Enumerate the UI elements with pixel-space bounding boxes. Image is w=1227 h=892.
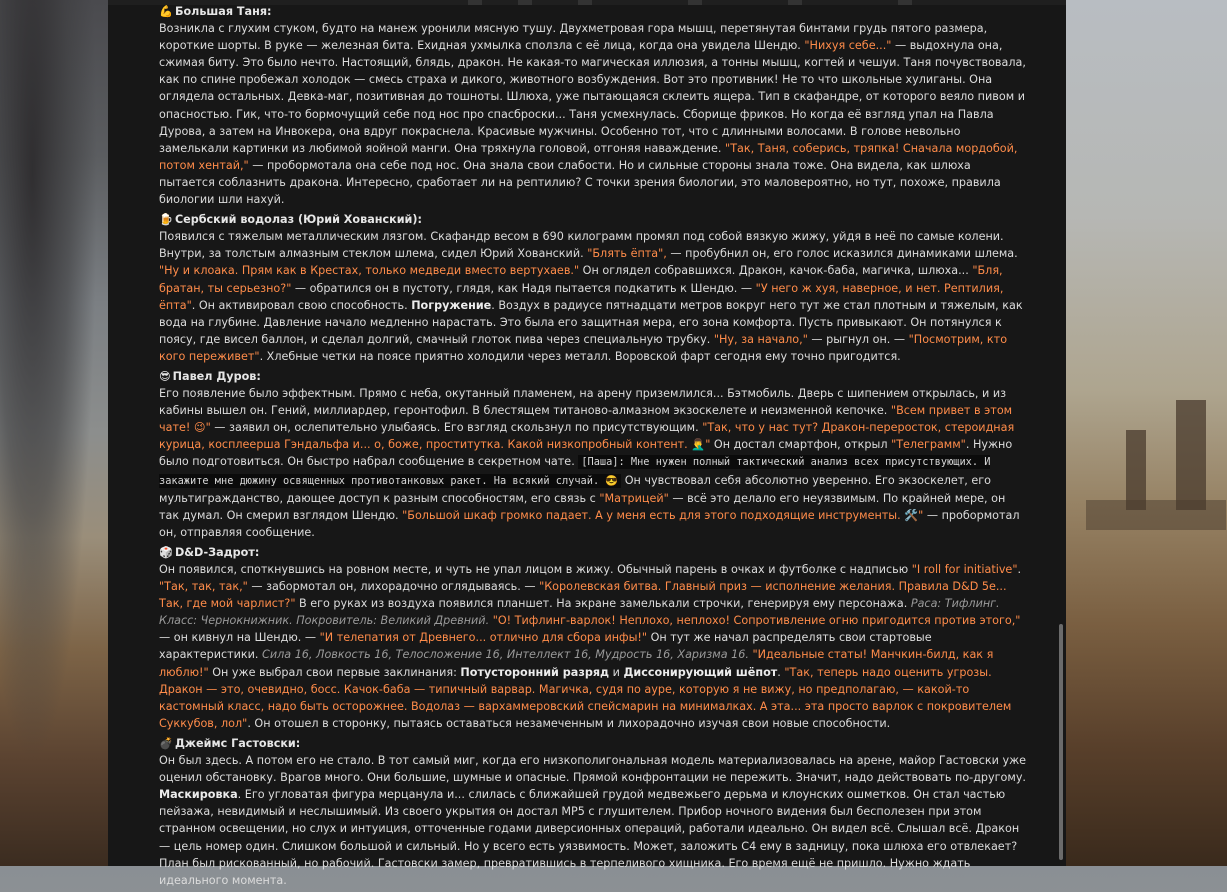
character-emoji-icon: 🍺 [159,213,173,227]
chat-panel [108,0,1066,887]
character-name: Сербский водолаз (Юрий Хованский): [174,213,422,227]
quote-text: "О! Тифлинг-варлок! Неплохо, неплохо! Сопротивление огню пригодится против этого," [492,614,1021,628]
quote-text: "Нихуя себе..." [804,39,892,53]
character-emoji-icon: 🎲 [159,545,173,559]
background-left [0,0,108,866]
character-heading [159,735,1027,752]
inline-code: [Паша]: Мне нужен полный тактический анализ всех присутствующих. И закажите мне дюжину освященных противотанковых ракет. На всякий случай. 😎 [159,456,991,487]
character-paragraph [159,385,1027,541]
bold-text: Маскировка [159,788,238,802]
body-text: Он оглядел собравшихся. Дракон, качок-баба, магичка, шлюха... [579,264,973,278]
body-text: — заявил он, ослепительно улыбаясь. Его взгляд скользнул по присутствующим. [210,421,703,435]
character-paragraph [159,752,1027,889]
character-section [159,3,1027,208]
character-section [159,544,1027,732]
body-text: Он чувствовал себя абсолютно уверенно. Его экзоскелет, его мультигражданство, дающее доступ к разным способностям, его связь с [159,473,992,505]
body-text: . Воздух в радиусе пятнадцати метров вокруг него тут же стал плотным и тяжелым, как вода на глубине. Давление начало медленно нарастать. Это была его защитная мера, его зона комфорта. Пусть привыкают. Он потянулся к поясу, где висел баллон, и сделал долгий, смачный глоток пива через специальную трубку. [159,298,1023,346]
body-text: Он был здесь. А потом его не стало. В тот самый миг, когда его низкополигональная модель материализовалась на арене, майор Гастовски уже оценил обстановку. Врагов много. Они большие, шумные и опасные. Прямой конфронтации не пережить. Значит, надо действовать по-другому. [159,754,1027,785]
character-name: Павел Дуров: [172,369,261,383]
message-content [159,3,1027,892]
quote-text: "Королевская битва. Главный приз — исполнение желания. Правила D&D 5e... Так, где мой чарлист?" [159,580,1007,611]
quote-text: "Всем привет в этом чате! 😉" [159,404,1013,435]
body-text: В его руках из воздуха появился планшет. На экране замелькали строчки, генерируя ему персонажа. [295,597,911,611]
body-text: — пробормотала она себе под нос. Она знала свои слабости. Но и сильные стороны знала тоже. Она видела, как шлюха пытается соблазнить дракона. Интересно, сработает ли на рептилию? С точки зрения биологии, это маловероятно, но тут, похоже, правила биологии шли нахуй. [159,158,1001,207]
bold-text: Погружение [411,298,492,312]
quote-text: "Посмотрим, кто кого переживет" [159,332,1008,363]
background-right [1066,0,1227,866]
quote-text: "Блять ёпта", [587,247,667,261]
quote-text: "Идеальные статы! Манчкин-билд, как я люблю!" [159,648,994,679]
character-heading [159,211,1027,228]
body-text: . Он активировал свою способность. [191,298,412,312]
quote-text: "Так, теперь надо оценить угрозы. Дракон — это, очевидно, босс. Качок-баба — типичный варвар. Магичка, судя по ауре, которую я не вижу, но предполагаю, — какой-то кастомный класс, надо быть осторожнее. Водолаз — вархаммеровский спейсмарин на минималках. А эта... эта просто варлок с покровителем Суккубов, лол" [159,665,1012,730]
body-text: — пробубнил он, его голос исказился динамиками шлема. [666,247,1018,261]
character-emoji-icon: 😎 [159,369,171,383]
quote-text: "Так, что у нас тут? Дракон-переросток, стероидная курица, косплеерша Гэндальфа и... о, боже, проститутка. Какой низкопробный контент. 🤦‍♂️" [159,421,1015,452]
body-text: Он уже выбрал свои первые заклинания: [208,665,461,679]
body-text: Появился с тяжелым металлическим лязгом. Скафандр весом в 690 килограмм промял под собой вязкую жижу, уйдя в неё по самые колени. Внутри, за толстым алмазным стеклом шлема, сидел Юрий Хованский. [159,230,1004,261]
body-text: — рыгнул он. — [807,332,909,346]
quote-text: "Так, Таня, соберись, тряпка! Сначала мордобой, потом хентай," [159,141,1018,172]
character-heading [159,3,1027,20]
character-name: Джеймс Гастовски: [174,736,301,750]
character-paragraph [159,561,1027,732]
quote-text: "Телеграмм" [891,438,966,452]
character-heading [159,544,1027,561]
bold-text: Диссонирующий шёпот [623,665,778,679]
scrollbar-thumb[interactable] [1059,624,1063,860]
quote-text: "Матрицей" [599,491,669,505]
character-emoji-icon: 💣 [159,736,173,750]
italic-text: Раса: Тифлинг. Класс: Чернокнижник. Покровитель: Великий Древний. [159,597,1000,628]
body-text: — он кивнул на Шендю. — [159,631,320,645]
character-section [159,211,1027,365]
body-text: . Он отошел в сторонку, пытаясь оставаться незамеченным и лихорадочно изучая свои новые способности. [247,716,891,730]
character-heading [159,368,1027,385]
character-paragraph [159,20,1027,208]
body-text: Он появился, споткнувшись на ровном месте, и чуть не упал лицом в жижу. Обычный парень в очках и футболке с надписью [159,563,912,576]
body-text: . Хлебные четки на поясе приятно холодили через металл. Воровской фарт сегодня ему точно пригодится. [259,349,901,363]
body-text: . Нужно было подготовиться. Он быстро набрал сообщение в секретном чате. [159,438,1013,469]
quote-text: "Бля, братан, ты серьезно?" [159,264,1003,295]
quote-text: "Так, так, так," [159,580,248,594]
body-text: Он достал смартфон, открыл [710,438,892,452]
character-section [159,368,1027,541]
body-text: . [1017,563,1022,576]
quote-text: "Ну и клоака. Прям как в Крестах, только медведи вместо вертухаев." [159,264,580,278]
body-text: — выдохнула она, сжимая биту. Это было нечто. Настоящий, блядь, дракон. Не какая-то магическая иллюзия, а тонны мышц, когтей и чешуи. Таня почувствовала, как по спине пробежал холодок — смесь страха и дикого, животного возбуждения. Вот это противник! Не то что школьные хулиганы. Она оглядела остальных. Девка-маг, позитивная до тошноты. Шлюха, уже пытающаяся склеить ящера. Тип в скафандре, от которого веяло пивом и опасностью. Гик, что-то бормочущий себе под нос про спасброски... Таня усмехнулась. Сборище фриков. Но когда её взгляд упал на Павла Дурова, а затем на Инвокера, она вдруг покраснела. Красивые мужчины. Особенно тот, что с длинными волосами. В голове невольно замелькали картинки из любимой яойной манги. Она тряхнула головой, отгоняя наваждение. [159,39,1026,155]
character-name: Большая Таня: [174,5,272,18]
body-text: Его появление было эффектным. Прямо с неба, окутанный пламенем, на арену приземлился... Бэтмобиль. Дверь с шипением открылась, и из кабины вышел он. Гений, миллиардер, геронтофил. В блестящем титаново-алмазном экзоскелете и неизменной кепочке. [159,387,1007,418]
body-text: . Его угловатая фигура мерцанула и... слилась с ближайшей грудой медвежьего дерьма и клоунских ошметков. Он стал частью пейзажа, невидимый и неслышимый. Из своего укрытия он достал MP5 с глушителем. Прибор ночного видения был бесполезен при этом странном освещении, но слух и интуиция, отточенные годами диверсионных операций, работали идеально. Он видел всё. Слышал всё. Дракон — цель номер один. Слишком большой и сильный. Но у всего есть уязвимость. Может, заложить C4 ему в задницу, пока шлюха его отвлекает? План был рискованный, но рабочий. Гастовски замер, превратившись в терпеливого хищника. Его время ещё не пришло. Нужно ждать идеального момента. [159,788,1020,887]
body-text: и [609,665,624,679]
body-text: . [777,665,785,679]
body-text: — пробормотал он, отправляя сообщение. [159,508,1020,539]
quote-text: "Большой шкаф громко падает. А у меня есть для этого подходящие инструменты. 🛠️" [402,508,924,522]
body-text: — забормотал он, лихорадочно оглядываясь. — [247,580,540,594]
italic-text: Сила 16, Ловкость 16, Телосложение 16, Интеллект 16, Мудрость 16, Харизма 16. [262,648,749,662]
quote-text: "I roll for initiative" [911,563,1018,576]
body-text: — всё это делало его неуязвимым. По крайней мере, он так думал. Он смерил взглядом Шендю. [159,491,1006,522]
character-emoji-icon: 💪 [159,5,173,18]
quote-text: "Ну, за начало," [713,332,808,346]
character-name: D&D-Задрот: [174,545,260,559]
quote-text: "И телепатия от Древнего... отлично для сбора инфы!" [319,631,648,645]
body-text: Возникла с глухим стуком, будто на манеж уронили мясную тушу. Двухметровая гора мышц, перетянутая бинтами грудь пятого размера, короткие шорты. В руке — железная бита. Ехидная ухмылка сползла с её лица, когда она увидела Шендю. [159,22,988,53]
bold-text: Потусторонний разряд [460,665,610,679]
body-text: — обратился он в пустоту, глядя, как Надя пытается подкатить к Шендю. — [291,281,756,295]
body-text: Он тут же начал распределять свои стартовые характеристики. [159,631,932,662]
quote-text: "У него ж хуя, наверное, и нет. Рептилия, ёпта" [159,281,1004,312]
character-paragraph [159,228,1027,365]
